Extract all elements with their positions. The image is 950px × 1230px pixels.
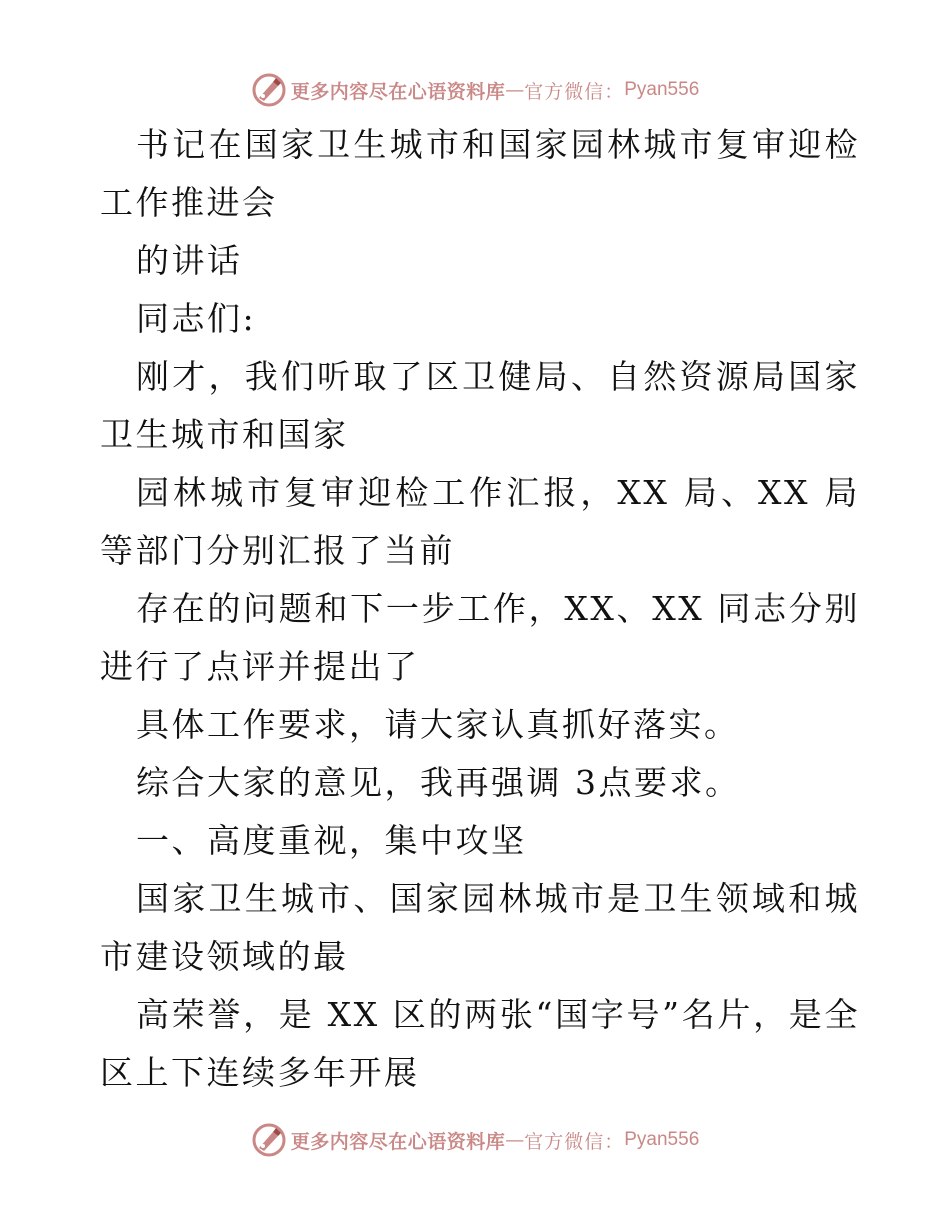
watermark-site-text: 更多内容尽在心语资料库 — [290, 80, 506, 103]
watermark-site-text: 更多内容尽在心语资料库 — [290, 1130, 506, 1153]
paragraph-line: 存在的问题和下一步工作，XX、XX 同志分别进行了点评并提出了 — [100, 589, 860, 686]
salutation: 同志们: — [136, 299, 257, 338]
watermark-wechat-id: Pyan556 — [624, 79, 700, 100]
paragraph-line: 国家卫生城市、国家园林城市是卫生领域和城市建设领域的最 — [100, 879, 860, 976]
watermark-separator: — — [505, 1129, 525, 1151]
paragraph-line: 综合大家的意见，我再强调 3点要求。 — [136, 763, 741, 802]
paragraph-line: 高荣誉，是 XX 区的两张“国字号”名片，是全区上下连续多年开展 — [100, 995, 860, 1092]
paragraph-line: 具体工作要求，请大家认真抓好落实。 — [136, 705, 740, 744]
watermark-separator: — — [505, 79, 525, 101]
watermark-official-text: 官方微信： — [524, 1130, 625, 1153]
watermark-banner-top — [0, 70, 950, 110]
document-body — [100, 116, 860, 1102]
pen-logo-icon — [251, 1122, 287, 1158]
title-line-1: 书记在国家卫生城市和国家园林城市复审迎检工作推进会 — [100, 125, 860, 222]
title-line-2: 的讲话 — [136, 241, 243, 280]
watermark-official-text: 官方微信： — [524, 80, 625, 103]
paragraph-line: 刚才，我们听取了区卫健局、自然资源局国家卫生城市和国家 — [100, 357, 860, 454]
paragraph-line: 园林城市复审迎检工作汇报，XX 局、XX 局等部门分别汇报了当前 — [100, 473, 860, 570]
section-heading: 一、高度重视，集中攻坚 — [136, 821, 527, 860]
pen-logo-icon — [251, 72, 287, 108]
watermark-banner-bottom — [0, 1120, 950, 1160]
watermark-wechat-id: Pyan556 — [624, 1129, 700, 1150]
